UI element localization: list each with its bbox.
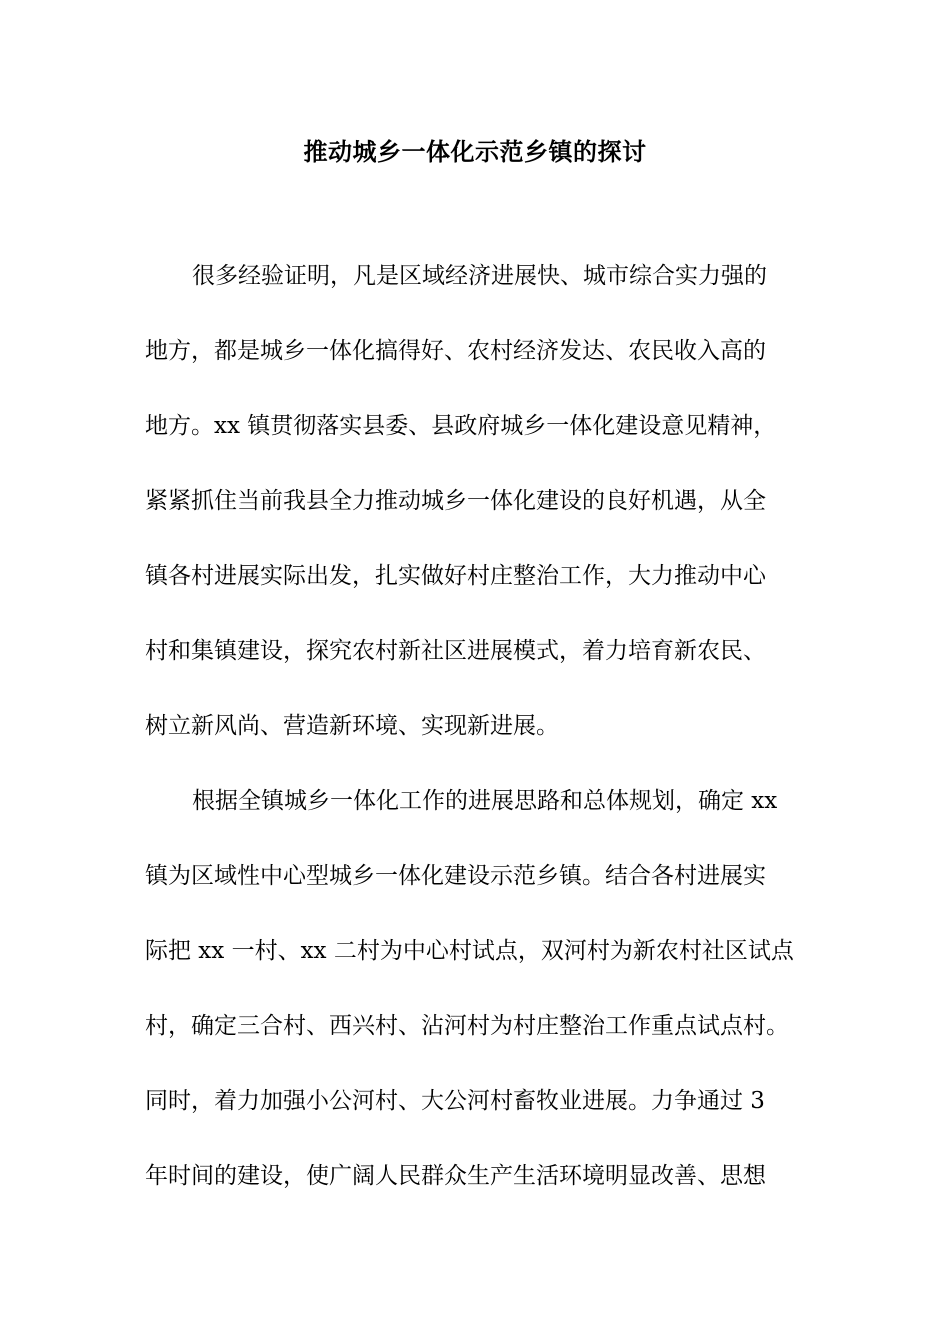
paragraph-line: 紧紧抓住当前我县全力推动城乡一体化建设的良好机遇，从全	[145, 488, 766, 514]
paragraph-2	[145, 781, 810, 1231]
paragraph-line: 地方。xx 镇贯彻落实县委、县政府城乡一体化建设意见精神，	[145, 413, 777, 439]
paragraph-1	[145, 256, 810, 781]
paragraph-line: 村，确定三合村、西兴村、沾河村为村庄整治工作重点试点村。	[145, 1013, 789, 1039]
paragraph-line: 年时间的建设，使广阔人民群众生产生活环境明显改善、思想	[145, 1163, 766, 1189]
paragraph-line: 际把 xx 一村、xx 二村为中心村试点，双河村为新农村社区试点	[145, 938, 794, 964]
paragraph-line: 镇为区域性中心型城乡一体化建设示范乡镇。结合各村进展实	[145, 863, 766, 889]
paragraph-line: 很多经验证明，凡是区域经济进展快、城市综合实力强的	[192, 263, 767, 289]
document-title: 推动城乡一体化示范乡镇的探讨	[303, 138, 647, 166]
document-body	[145, 256, 810, 1231]
paragraph-line: 地方，都是城乡一体化搞得好、农村经济发达、农民收入高的	[145, 338, 766, 364]
paragraph-line: 同时，着力加强小公河村、大公河村畜牧业进展。力争通过 3	[145, 1088, 765, 1114]
paragraph-line: 村和集镇建设，探究农村新社区进展模式，着力培育新农民、	[145, 638, 766, 664]
paragraph-line: 树立新风尚、营造新环境、实现新进展。	[145, 713, 559, 739]
paragraph-line: 镇各村进展实际出发，扎实做好村庄整治工作，大力推动中心	[145, 563, 766, 589]
paragraph-line: 根据全镇城乡一体化工作的进展思路和总体规划，确定 xx	[192, 788, 778, 814]
